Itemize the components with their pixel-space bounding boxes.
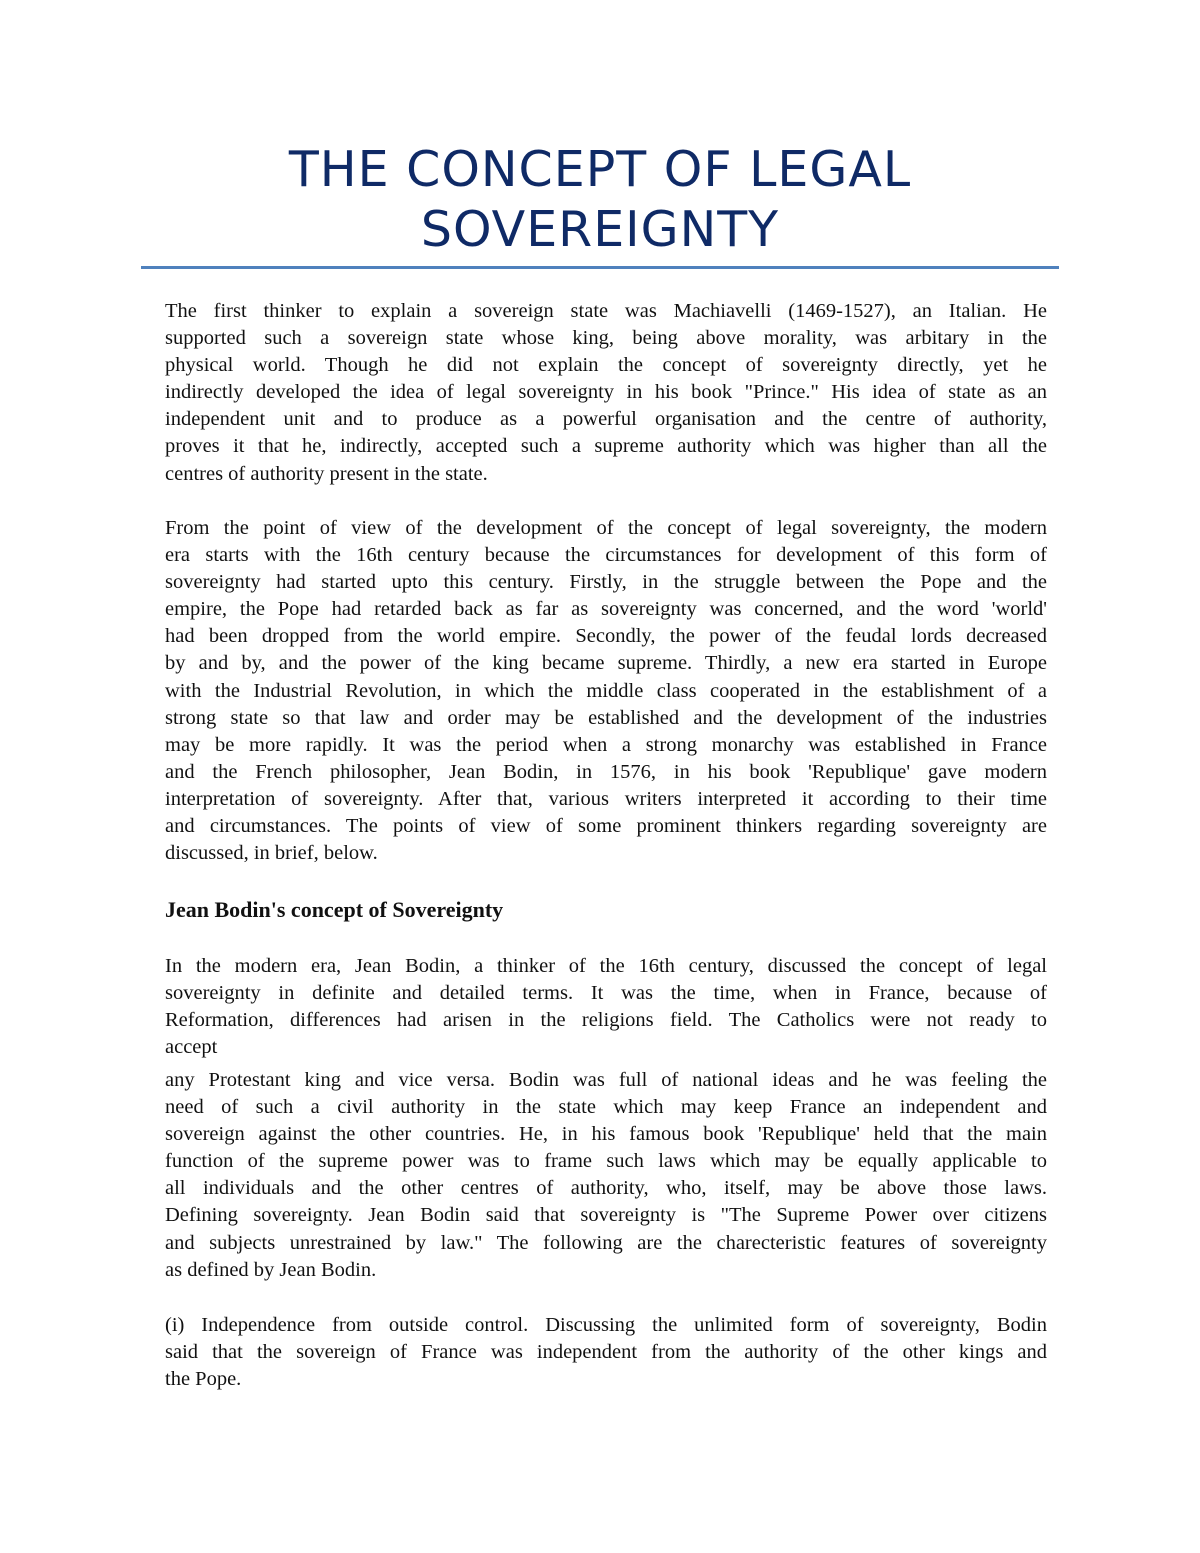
paragraph-machiavelli xyxy=(165,298,1047,488)
text-line: said that the sovereign of France was independent from the authority of the other kings and xyxy=(165,1341,1047,1364)
text-line: In the modern era, Jean Bodin, a thinker of the 16th century, discussed the concept of legal xyxy=(165,955,1047,977)
text-line: function of the supreme power was to frame such laws which may be equally applicable to xyxy=(165,1150,1047,1173)
text-line: any Protestant king and vice versa. Bodin was full of national ideas and he was feeling the xyxy=(165,1069,1047,1091)
text-line: era starts with the 16th century because the circumstances for development of this form of xyxy=(165,544,1047,567)
text-line: the Pope. xyxy=(165,1368,242,1391)
text-line: discussed, in brief, below. xyxy=(165,842,378,865)
text-line: as defined by Jean Bodin. xyxy=(165,1258,377,1281)
text-line: strong state so that law and order may be established and the development of the industries xyxy=(165,706,1047,729)
text-line: sovereignty had started upto this century. Firstly, in the struggle between the Pope and the xyxy=(165,571,1047,594)
text-line: empire, the Pope had retarded back as far as sovereignty was concerned, and the word 'world' xyxy=(165,598,1047,621)
text-line: Defining sovereignty. Jean Bodin said that sovereignty is "The Supreme Power over citizens xyxy=(165,1204,1047,1227)
text-line: may be more rapidly. It was the period when a strong monarchy was established in France xyxy=(165,733,1047,756)
text-line: by and by, and the power of the king became supreme. Thirdly, a new era started in Europe xyxy=(165,652,1047,675)
paragraph-modern-era xyxy=(165,515,1047,867)
paragraph-bodin-intro xyxy=(165,953,1047,1061)
text-line: independent unit and to produce as a powerful organisation and the centre of authority, xyxy=(165,408,1047,431)
text-line: physical world. Though he did not explain the concept of sovereignty directly, yet he xyxy=(165,354,1047,377)
text-line: From the point of view of the development of the concept of legal sovereignty, the modern xyxy=(165,517,1047,539)
text-line: sovereignty in definite and detailed terms. It was the time, when in France, because of xyxy=(165,982,1047,1005)
text-line: with the Industrial Revolution, in which the middle class cooperated in the establishment of a xyxy=(165,679,1047,702)
text-line: proves it that he, indirectly, accepted such a supreme authority which was higher than all the xyxy=(165,435,1047,458)
paragraph-bodin-ideas xyxy=(165,1067,1047,1284)
text-line: and subjects unrestrained by law." The following are the charecteristic features of sovereignty xyxy=(165,1231,1047,1254)
text-line: supported such a sovereign state whose king, being above morality, was arbitary in the xyxy=(165,327,1047,350)
paragraph-independence xyxy=(165,1312,1047,1393)
text-line: Reformation, differences had arisen in the religions field. The Catholics were not ready to xyxy=(165,1009,1047,1032)
text-line: had been dropped from the world empire. Secondly, the power of the feudal lords decreased xyxy=(165,625,1047,648)
text-line: and circumstances. The points of view of some prominent thinkers regarding sovereignty are xyxy=(165,815,1047,838)
title-underline xyxy=(141,266,1059,269)
section-heading: Jean Bodin's concept of Sovereignty xyxy=(165,897,504,922)
text-line: all individuals and the other centres of authority, who, itself, may be above those laws. xyxy=(165,1177,1047,1200)
text-line: sovereign against the other countries. He, in his famous book 'Republique' held that the main xyxy=(165,1123,1047,1146)
text-line: (i) Independence from outside control. Discussing the unlimited form of sovereignty, Bodin xyxy=(165,1314,1047,1336)
title-line: SOVEREIGNTY xyxy=(420,201,780,258)
text-line: indirectly developed the idea of legal sovereignty in his book "Prince." His idea of state as an xyxy=(165,381,1047,404)
document-title xyxy=(0,140,1200,260)
text-line: The first thinker to explain a sovereign state was Machiavelli (1469-1527), an Italian. He xyxy=(165,300,1047,322)
text-line: accept xyxy=(165,1036,218,1059)
text-line: and the French philosopher, Jean Bodin, in 1576, in his book 'Republique' gave modern xyxy=(165,760,1047,783)
text-line: centres of authority present in the state. xyxy=(165,462,488,485)
title-line: THE CONCEPT OF LEGAL xyxy=(288,141,912,198)
text-line: interpretation of sovereignty. After that, various writers interpreted it according to their time xyxy=(165,787,1047,810)
text-line: need of such a civil authority in the state which may keep France an independent and xyxy=(165,1096,1047,1119)
